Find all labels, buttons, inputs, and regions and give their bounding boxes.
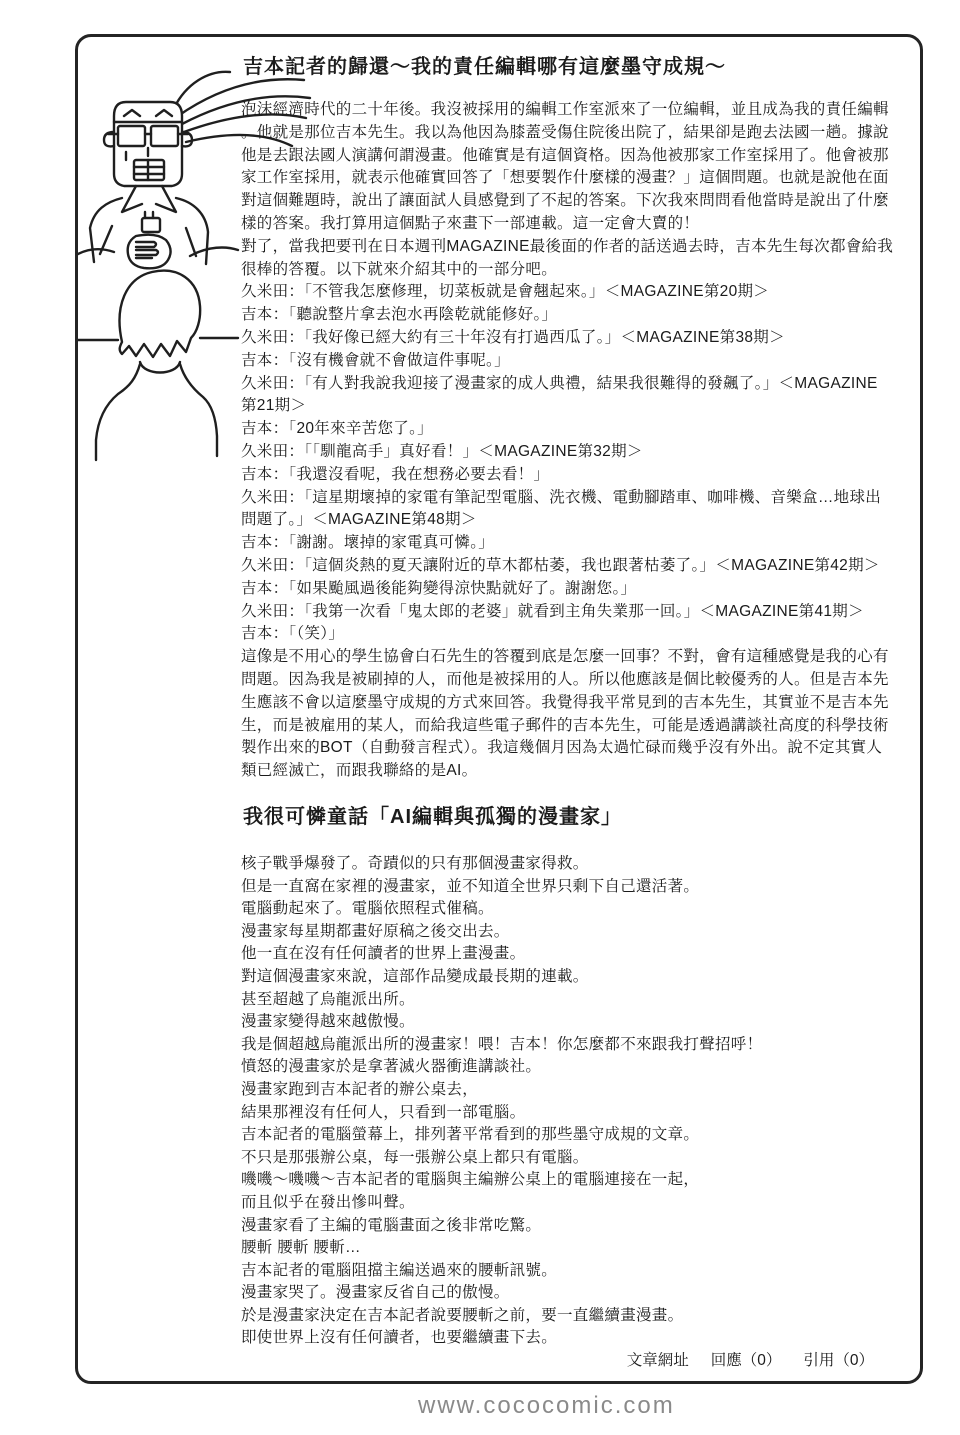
text-line: 生，而是被雇用的某人，而給我這些電子郵件的吉本先生，可能是透過講談社高度的科學技術 — [241, 716, 889, 734]
text-line: 久米田：「這個炎熱的夏天讓附近的草木都枯萎，我也跟著枯萎了。」＜MAGAZINE第42期＞ — [241, 556, 880, 574]
text-line: 吉本：「我還沒看呢，我在想務必要去看！」 — [241, 465, 550, 483]
text-line: 。他就是那位吉本先生。我以為他因為膝蓋受傷住院後出院了，結果卻是跑去法國一趟。據說 — [241, 123, 889, 141]
text-line: 對了，當我把要刊在日本週刊MAGAZINE最後面的作者的話送過去時，吉本先生每次都會給我 — [241, 237, 894, 255]
text-line: 吉本：「沒有機會就不會做這件事呢。」 — [241, 351, 510, 369]
text-line: 漫畫家每星期都畫好原稿之後交出去。 — [241, 922, 510, 940]
trackbacks-count-link: 引用（0） — [803, 1352, 874, 1369]
site-watermark: www.cococomic.com — [418, 1392, 675, 1419]
text-line: 製作出來的BOT（自動發言程式）。我這幾個月因為太過忙碌而幾乎沒有外出。說不定其實人 — [241, 739, 883, 757]
text-line: 於是漫畫家決定在吉本記者說要腰斬之前，要一直繼續畫漫畫。 — [241, 1306, 684, 1324]
text-line: 漫畫家哭了。漫畫家反省自己的傲慢。 — [241, 1284, 510, 1302]
text-line: 即使世界上沒有任何讀者，也要繼續畫下去。 — [241, 1329, 558, 1347]
text-line: 腰斬 腰斬 腰斬… — [241, 1239, 361, 1257]
text-line: 第21期＞ — [241, 397, 307, 415]
text-line: 漫畫家看了主編的電腦畫面之後非常吃驚。 — [241, 1216, 542, 1234]
text-line: 吉本：「聽說整片拿去泡水再陰乾就能修好。」 — [241, 306, 558, 324]
text-line: 吉本記者的電腦阻擋主編送過來的腰斬訊號。 — [241, 1261, 558, 1279]
text-line: 吉本：「謝謝。壞掉的家電真可憐。」 — [241, 534, 495, 552]
text-line: 吉本記者的電腦螢幕上，排列著平常看到的那些墨守成規的文章。 — [241, 1126, 700, 1144]
replies-count-link: 回應（0） — [710, 1352, 782, 1369]
text-line: 久米田：「這星期壞掉的家電有筆記型電腦、洗衣機、電動腳踏車、咖啡機、音樂盒…地球出 — [241, 488, 882, 506]
text-line: 電腦動起來了。電腦依照程式催稿。 — [241, 900, 494, 918]
text-line: 嘰嘰～嘰嘰～吉本記者的電腦與主編辦公桌上的電腦連接在一起， — [241, 1171, 700, 1189]
text-line: 久米田：「不管我怎麼修理，切菜板就是會翹起來。」＜MAGAZINE第20期＞ — [241, 283, 770, 301]
text-line: 吉本：「20年來辛苦您了。」 — [241, 420, 433, 438]
text-line: 家工作室採用，就表示他確實回答了「想要製作什麼樣的漫畫？」這個問題。也就是說他在面 — [241, 169, 889, 187]
text-line: 漫畫家變得越來越傲慢。 — [241, 1013, 415, 1031]
text-line: 這像是不用心的學生協會白石先生的答覆到底是怎麼一回事？不對，會有這種感覺是我的心有 — [241, 648, 889, 666]
text-line: 吉本：「（笑）」 — [241, 625, 345, 643]
text-line: 對這個難題時，說出了讓面試人員感覺到了不起的答案。下次我來問問看他當時是說出了什麼 — [241, 192, 889, 210]
text-line: 久米田：「「馴龍高手」真好看！」＜MAGAZINE第32期＞ — [241, 442, 643, 460]
text-line: 久米田：「有人對我說我迎接了漫畫家的成人典禮，結果我很難得的發飆了。」＜MAGAZINE — [241, 374, 878, 392]
text-line: 對這個漫畫家來說，這部作品變成最長期的連載。 — [241, 967, 589, 985]
text-line: 類已經滅亡，而跟我聯絡的是AI。 — [241, 762, 478, 780]
text-line: 他是去跟法國人演講何謂漫畫。他確實是有這個資格。因為他被那家工作室採用了。他會被那 — [241, 146, 889, 164]
text-line: 久米田：「我好像已經大約有三十年沒有打過西瓜了。」＜MAGAZINE第38期＞ — [241, 328, 785, 346]
section-title-ai-fairytale: 我很可憐童話「AI編輯與孤獨的漫畫家」 — [243, 806, 622, 828]
text-line: 問題了。」＜MAGAZINE第48期＞ — [241, 511, 477, 529]
text-line: 生應該不會以這麼墨守成規的方式來回答。我覺得我平常見到的吉本先生，其實並不是吉本先 — [241, 693, 889, 711]
page-title: 吉本記者的歸還～我的責任編輯哪有這麼墨守成規～ — [243, 56, 726, 78]
text-line: 久米田：「我第一次看「鬼太郎的老婆」就看到主角失業那一回。」＜MAGAZINE第41期＞ — [241, 602, 864, 620]
text-line: 很棒的答覆。以下就來介紹其中的一部分吧。 — [241, 260, 558, 278]
text-line: 結果那裡沒有任何人，只看到一部電腦。 — [241, 1103, 526, 1121]
text-line: 漫畫家跑到吉本記者的辦公桌去， — [241, 1080, 479, 1098]
text-line: 泡沫經濟時代的二十年後。我沒被採用的編輯工作室派來了一位編輯，並且成為我的責任編輯 — [241, 101, 889, 118]
text-line: 甚至超越了烏龍派出所。 — [241, 990, 415, 1008]
text-line: 樣的答案。我打算用這個點子來畫下一部連載。這一定會大賣的！ — [241, 214, 700, 232]
editor-column-text — [241, 99, 896, 783]
text-line: 而且似乎在發出慘叫聲。 — [241, 1193, 415, 1211]
post-footer — [627, 1348, 874, 1370]
text-line: 憤怒的漫畫家於是拿著滅火器衝進講談社。 — [241, 1058, 542, 1076]
ai-fairytale-text — [241, 853, 896, 1350]
text-line: 核子戰爭爆發了。奇蹟似的只有那個漫畫家得救。 — [241, 855, 589, 872]
text-line: 但是一直窩在家裡的漫畫家，並不知道全世界只剩下自己還活著。 — [241, 877, 700, 895]
text-line: 我是個超越烏龍派出所的漫畫家！喂！吉本！你怎麼都不來跟我打聲招呼！ — [241, 1035, 763, 1053]
text-line: 他一直在沒有任何讀者的世界上畫漫畫。 — [241, 945, 526, 963]
article-url-link: 文章網址 — [626, 1352, 689, 1369]
text-line: 不只是那張辦公桌，每一張辦公桌上都只有電腦。 — [241, 1148, 589, 1166]
text-line: 問題。因為我是被刷掉的人，而他是被採用的人。所以他應該是個比較優秀的人。但是吉本先 — [241, 670, 889, 688]
text-line: 吉本：「如果颱風過後能夠變得涼快點就好了。謝謝您。」 — [241, 579, 637, 597]
